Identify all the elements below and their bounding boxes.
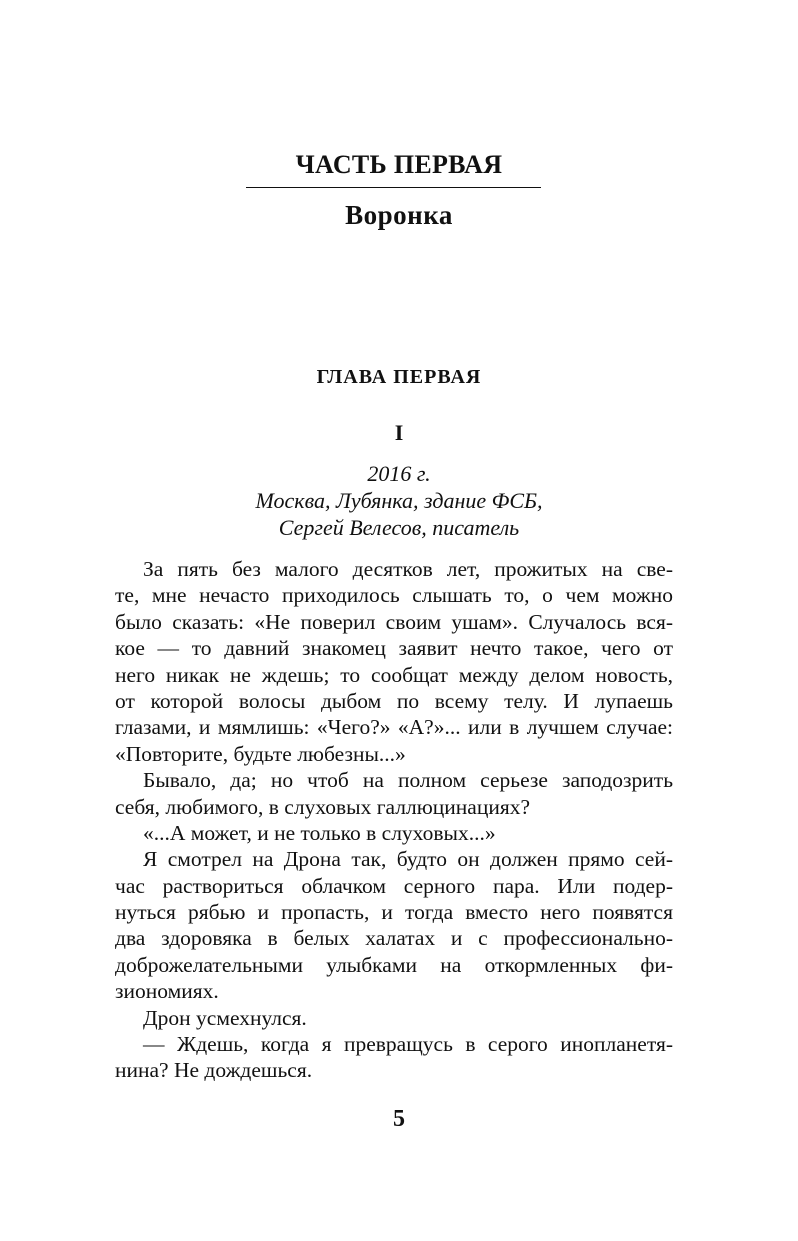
body-text: [115, 556, 673, 1084]
text-line: нина? Не дождешься.: [115, 1058, 313, 1083]
text-line: час раствориться облачком серного пара. Или подер-: [115, 873, 673, 898]
epigraph-line: 2016 г.: [367, 461, 431, 486]
text-line: доброжелательными улыбками на откормленных фи-: [115, 952, 673, 977]
text-line: нуться рябью и пропасть, и тогда вместо него появятся: [115, 900, 673, 925]
text-line: зиономиях.: [115, 979, 219, 1004]
text-line: За пять без малого десятков лет, прожитых на све-: [143, 557, 673, 581]
section-number: I: [394, 420, 404, 445]
epigraph-line: Москва, Лубянка, здание ФСБ,: [255, 488, 543, 513]
text-line: те, мне нечасто приходилось слышать то, о чем можно: [115, 583, 673, 608]
text-line: «...А может, и не только в слуховых...»: [143, 820, 496, 845]
epigraph-line: Сергей Велесов, писатель: [278, 515, 520, 540]
text-line: себя, любимого, в слуховых галлюцинациях?: [115, 794, 531, 819]
text-line: кое — то давний знакомец заявит нечто такое, чего от: [115, 636, 673, 661]
text-line: от которой волосы дыбом по всему телу. И лупаешь: [115, 688, 673, 713]
text-line: — Ждешь, когда я превращусь в серого инопланетя-: [143, 1032, 673, 1057]
text-line: «Повторите, будьте любезны...»: [115, 741, 406, 766]
page-number: 5: [393, 1106, 405, 1132]
text-line: два здоровяка в белых халатах и с профессионально-: [115, 926, 673, 951]
epigraph: [0, 460, 798, 541]
title-divider: [246, 187, 541, 188]
text-line: Я смотрел на Дрона так, будто он должен прямо сей-: [143, 847, 673, 872]
text-line: глазами, и мямлишь: «Чего?» «А?»... или в лучшем случае:: [115, 715, 673, 740]
part-title: ЧАСТЬ ПЕРВАЯ: [295, 150, 503, 179]
part-subtitle: Воронка: [345, 200, 453, 230]
text-line: него никак не ждешь; то сообщат между делом новость,: [115, 662, 673, 687]
text-line: Дрон усмехнулся.: [143, 1005, 307, 1030]
text-line: было сказать: «Не поверил своим ушам». Случалось вся-: [115, 609, 673, 634]
chapter-title: ГЛАВА ПЕРВАЯ: [316, 366, 482, 388]
text-line: Бывало, да; но чтоб на полном серьезе заподозрить: [143, 768, 673, 793]
